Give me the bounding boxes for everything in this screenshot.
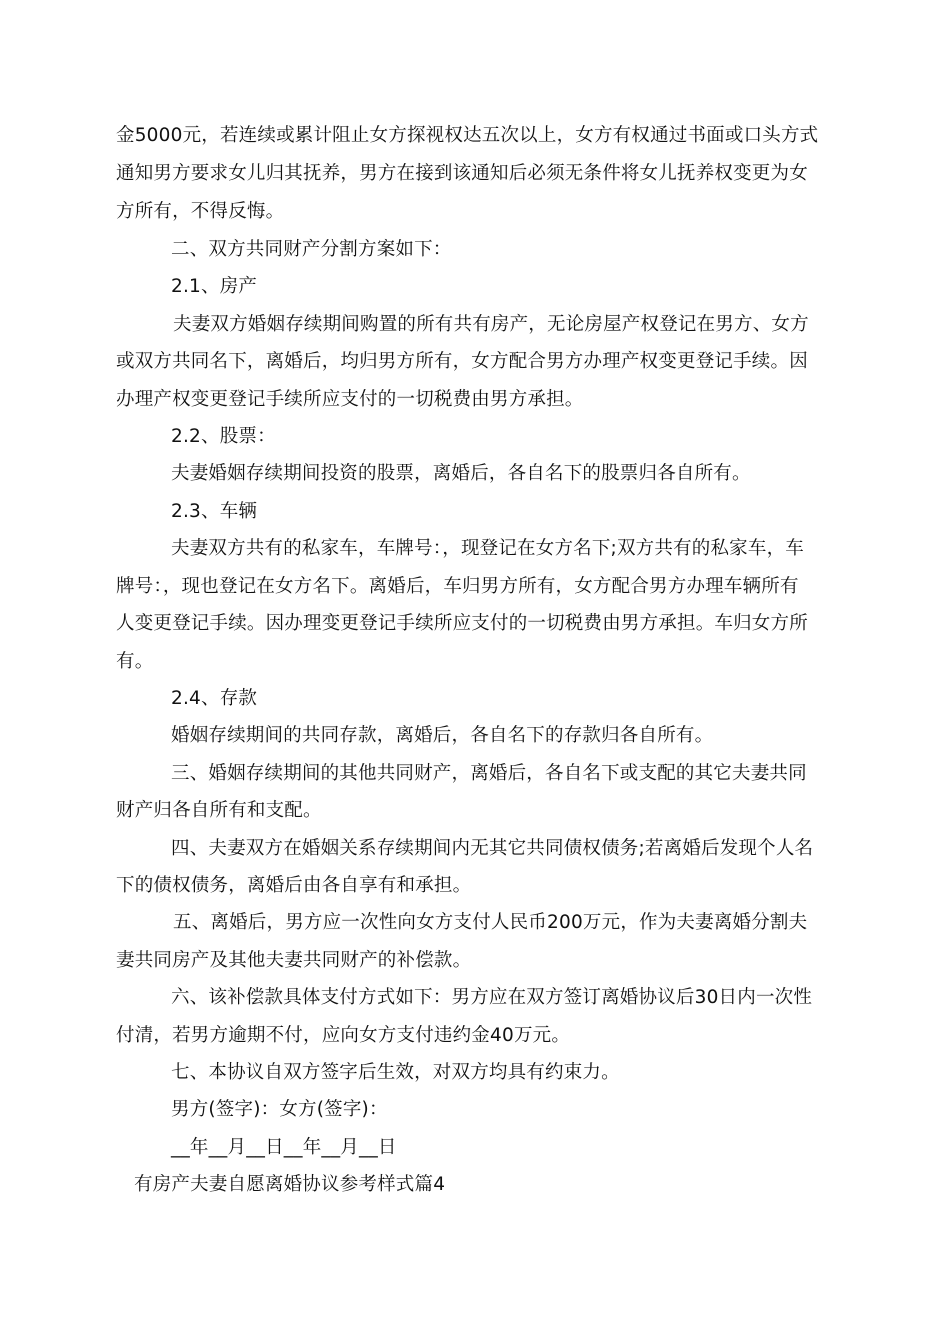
text-line: 付清，若男方逾期不付，应向女方支付违约金40万元。 (116, 1025, 571, 1046)
text-line: 夫妻双方共有的私家车，车牌号：，现登记在女方名下;双方共有的私家车，车 (171, 538, 804, 559)
subsection-heading: 2.1、房产 (171, 276, 258, 297)
section-heading: 五、离婚后，男方应一次性向女方支付人民币200万元，作为夫妻离婚分割夫 (173, 912, 808, 933)
subsection-heading: 2.2、股票： (171, 426, 276, 447)
text-line: 夫妻双方婚姻存续期间购置的所有共有房产，无论房屋产权登记在男方、女方 (173, 314, 809, 335)
section-heading: 六、该补偿款具体支付方式如下：男方应在双方签订离婚协议后30日内一次性 (171, 987, 813, 1008)
text-line: 人变更登记手续。因办理变更登记手续所应支付的一切税费由男方承担。车归女方所 (116, 613, 808, 634)
text-line: 夫妻婚姻存续期间投资的股票，离婚后，各自名下的股票归各自所有。 (171, 463, 751, 484)
date-line: __年__月__日__年__月__日 (171, 1137, 397, 1158)
subsection-heading: 2.3、车辆 (171, 501, 258, 522)
text-line: 通知男方要求女儿归其抚养，男方在接到该通知后必须无条件将女儿抚养权变更为女 (116, 163, 808, 184)
text-line: 财产归各自所有和支配。 (116, 800, 322, 821)
text-line: 方所有，不得反悔。 (116, 201, 285, 222)
subsection-heading: 2.4、存款 (171, 688, 258, 709)
section-heading: 七、本协议自双方签字后生效，对双方均具有约束力。 (171, 1062, 620, 1083)
next-article-title: 有房产夫妻自愿离婚协议参考样式篇4 (134, 1174, 446, 1195)
text-line: 或双方共同名下，离婚后，均归男方所有，女方配合男方办理产权变更登记手续。因 (116, 351, 808, 372)
text-line: 办理产权变更登记手续所应支付的一切税费由男方承担。 (116, 389, 584, 410)
section-heading: 四、夫妻双方在婚姻关系存续期间内无其它共同债权债务;若离婚后发现个人名 (171, 838, 814, 859)
text-line: 下的债权债务，离婚后由各自享有和承担。 (116, 875, 472, 896)
section-heading: 二、双方共同财产分割方案如下： (171, 239, 452, 260)
text-line: 牌号：，现也登记在女方名下。离婚后，车归男方所有，女方配合男方办理车辆所有 (116, 576, 799, 597)
text-line: 婚姻存续期间的共同存款，离婚后，各自名下的存款归各自所有。 (171, 725, 714, 746)
text-line: 金5000元，若连续或累计阻止女方探视权达五次以上，女方有权通过书面或口头方式 (116, 125, 819, 146)
signature-line: 男方(签字)：女方(签字)： (171, 1099, 388, 1120)
text-line: 有。 (116, 651, 154, 672)
text-line: 妻共同房产及其他夫妻共同财产的补偿款。 (116, 950, 472, 971)
section-heading: 三、婚姻存续期间的其他共同财产，离婚后，各自名下或支配的其它夫妻共同 (171, 763, 807, 784)
